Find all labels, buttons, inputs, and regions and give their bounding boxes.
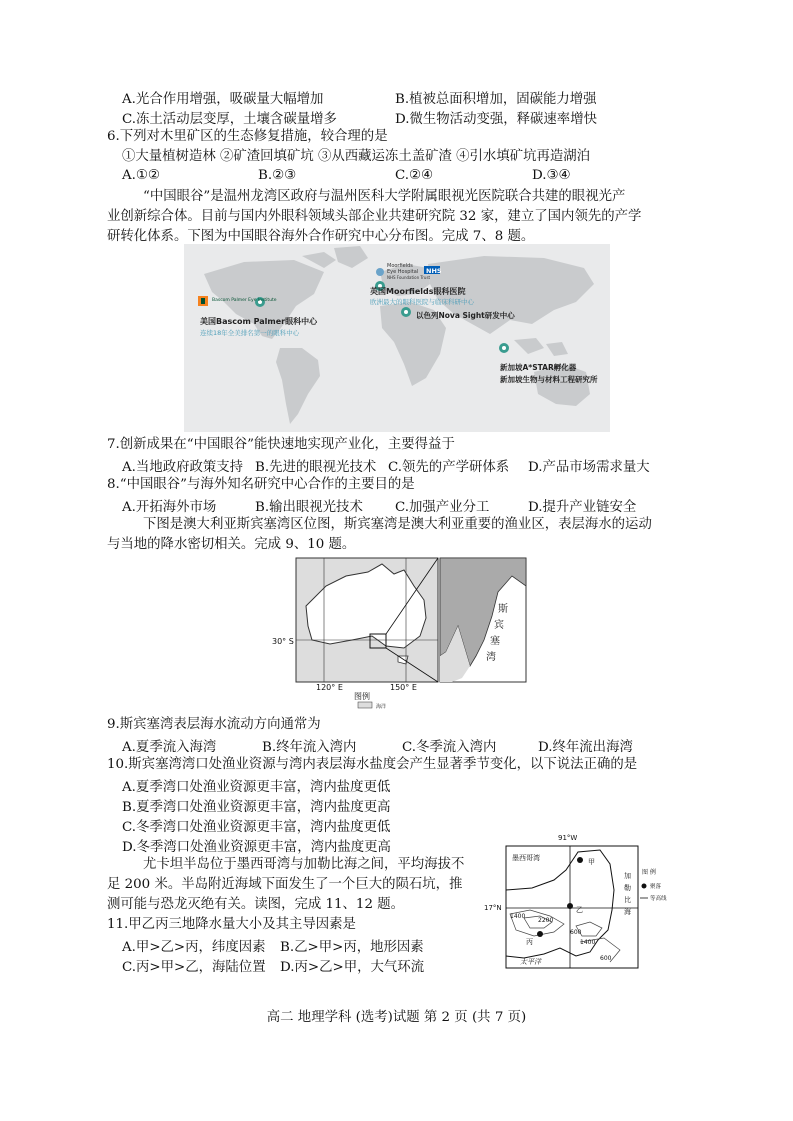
passage-yuc-line2: 足 200 米。半岛附近海域下面发生了一个巨大的陨石坑，推 bbox=[107, 877, 463, 892]
q7-option-c: C.领先的产学研体系 bbox=[388, 460, 510, 475]
bing-label: 丙 bbox=[526, 938, 533, 946]
q5-option-c: C.冻土活动层变厚，土壤含碳量增多 bbox=[122, 112, 337, 127]
world-map-figure bbox=[184, 244, 610, 432]
q10-stem: 10.斯宾塞湾湾口处渔业资源与湾内表层海水盐度会产生显著季节变化，以下说法正确的是 bbox=[107, 757, 638, 772]
q9-option-d: D.终年流出海湾 bbox=[538, 740, 633, 755]
moorfields-name: 英国Moorfields眼科医院 bbox=[370, 287, 466, 296]
q6-option-c: C.②④ bbox=[395, 168, 434, 183]
passage-eye-line2: 业创新综合体。目前与国内外眼科领域头部企业共建研究院 32 家，建立了国内领先的产学 bbox=[107, 209, 642, 224]
nhs-logo: NHS bbox=[426, 267, 442, 275]
contour-label-2: 2200 bbox=[538, 917, 554, 924]
q10-option-d: D.冬季湾口处渔业资源更丰富，湾内盐度更高 bbox=[122, 840, 391, 855]
passage-bay-line1: 下图是澳大利亚斯宾塞湾区位图，斯宾塞湾是澳大利亚重要的渔业区，表层海水的运动 bbox=[143, 517, 652, 532]
q6-stem: 6.下列对木里矿区的生态修复措施，较合理的是 bbox=[107, 129, 388, 144]
q5-option-d: D.微生物活动变强，释碳速率增快 bbox=[395, 112, 597, 127]
lat-17n-label: 17°N bbox=[484, 904, 502, 912]
q8-stem: 8.“中国眼谷”与海外知名研究中心合作的主要目的是 bbox=[107, 477, 415, 492]
yuc-legend-title: 图 例 bbox=[642, 869, 656, 876]
q9-option-c: C.冬季流入湾内 bbox=[402, 740, 497, 755]
q11-option-d: D.丙>乙>甲，大气环流 bbox=[280, 960, 425, 975]
q7-option-b: B.先进的眼视光技术 bbox=[255, 460, 377, 475]
caribbean-char-4: 海 bbox=[624, 908, 631, 916]
contour-label-4: 1400 bbox=[580, 939, 596, 946]
israel-center-name: 以色列Nova Sight研发中心 bbox=[416, 311, 515, 320]
q7-option-d: D.产品市场需求量大 bbox=[528, 460, 650, 475]
passage-bay-line2: 与当地的降水密切相关。完成 9、10 题。 bbox=[107, 537, 356, 552]
q9-stem: 9.斯宾塞湾表层海水流动方向通常为 bbox=[107, 717, 321, 732]
yucatan-map-figure bbox=[480, 830, 666, 972]
gulf-label: 墨西哥湾 bbox=[512, 854, 540, 862]
moorfields-logo-2: Eye Hospital bbox=[387, 269, 419, 275]
caribbean-char-3: 比 bbox=[624, 896, 631, 904]
bay-char-1: 斯 bbox=[498, 604, 508, 615]
q11-option-b: B.乙>甲>丙，地形因素 bbox=[280, 940, 424, 955]
bascom-logo-text: Bascom Palmer Eye Institute bbox=[212, 298, 277, 303]
page-footer: 高二 地理学科 (选考)试题 第 2 页 (共 7 页) bbox=[266, 1010, 527, 1025]
miami-center-name: 美国Bascom Palmer眼科中心 bbox=[200, 317, 318, 326]
contour-label-1: 1400 bbox=[510, 913, 526, 920]
passage-eye-line1: “中国眼谷”是温州龙湾区政府与温州医科大学附属眼视光医院联合共建的眼视光产 bbox=[143, 189, 626, 204]
q5-option-b: B.植被总面积增加，固碳能力增强 bbox=[395, 92, 597, 107]
moorfields-logo-3: NHS Foundation Trust bbox=[387, 275, 431, 280]
q10-option-c: C.冬季湾口处渔业资源更丰富，湾内盐度更低 bbox=[122, 820, 391, 835]
q8-option-d: D.提升产业链安全 bbox=[528, 500, 637, 515]
passage-yuc-line3: 测可能与恐龙灭绝有关。读图，完成 11、12 题。 bbox=[107, 897, 405, 912]
legend-town-label: 聚落 bbox=[650, 884, 662, 890]
q6-option-b: B.②③ bbox=[258, 168, 297, 183]
bay-char-3: 塞 bbox=[490, 636, 500, 647]
australia-map-figure bbox=[272, 556, 528, 710]
q11-option-a: A.甲>乙>丙，纬度因素 bbox=[122, 940, 266, 955]
yi-label: 乙 bbox=[576, 906, 583, 914]
moorfields-logo-1: Moorfields bbox=[387, 263, 413, 269]
q8-option-b: B.输出眼视光技术 bbox=[255, 500, 363, 515]
caribbean-char-2: 勒 bbox=[624, 884, 631, 892]
singapore-name-2: 新加坡生物与材料工程研究所 bbox=[500, 375, 598, 384]
q9-option-b: B.终年流入湾内 bbox=[262, 740, 357, 755]
q7-option-a: A.当地政府政策支持 bbox=[122, 460, 244, 475]
lon-120e-label: 120° E bbox=[316, 683, 343, 692]
contour-label-3: 600 bbox=[570, 929, 582, 936]
q6-option-a: A.①② bbox=[122, 168, 160, 183]
q11-stem: 11.甲乙丙三地降水量大小及其主导因素是 bbox=[107, 917, 356, 932]
caribbean-char-1: 加 bbox=[624, 872, 631, 880]
legend-title: 图例 bbox=[354, 692, 370, 701]
q10-option-a: A.夏季湾口处渔业资源更丰富，湾内盐度更低 bbox=[122, 780, 391, 795]
q6-option-d: D.③④ bbox=[532, 168, 571, 183]
passage-eye-line3: 研转化体系。下图为中国眼谷海外合作研究中心分布图。完成 7、8 题。 bbox=[107, 229, 535, 244]
q9-option-a: A.夏季流入海湾 bbox=[122, 740, 217, 755]
q8-option-a: A.开拓海外市场 bbox=[122, 500, 217, 515]
q6-measures: ①大量植树造林 ②矿渣回填矿坑 ③从西藏运冻土盖矿渣 ④引水填矿坑再造湖泊 bbox=[122, 149, 591, 164]
singapore-name-1: 新加坡A*STAR孵化器 bbox=[500, 363, 577, 372]
q7-stem: 7.创新成果在“中国眼谷”能快速地实现产业化，主要得益于 bbox=[107, 437, 455, 452]
lon-150e-label: 150° E bbox=[390, 683, 417, 692]
legend-ocean-label: 海洋 bbox=[376, 704, 387, 710]
pacific-label: 太平洋 bbox=[520, 958, 541, 966]
contour-label-5: 600 bbox=[600, 955, 612, 962]
bay-char-2: 宾 bbox=[494, 620, 504, 631]
miami-center-desc: 连续18年全美排名第一的眼科中心 bbox=[200, 329, 300, 337]
q10-option-b: B.夏季湾口处渔业资源更丰富，湾内盐度更高 bbox=[122, 800, 391, 815]
bay-char-4: 湾 bbox=[486, 652, 496, 663]
q11-option-c: C.丙>甲>乙，海陆位置 bbox=[122, 960, 266, 975]
passage-yuc-line1: 尤卡坦半岛位于墨西哥湾与加勒比海之间，平均海拔不 bbox=[143, 857, 465, 872]
q5-option-a: A.光合作用增强，吸碳量大幅增加 bbox=[122, 92, 324, 107]
moorfields-desc: 欧洲最大的眼科医院与临床科研中心 bbox=[370, 298, 474, 306]
jia-label: 甲 bbox=[588, 858, 595, 866]
lon-91w-label: 91°W bbox=[558, 834, 578, 842]
q8-option-c: C.加强产业分工 bbox=[395, 500, 490, 515]
legend-contour-label: 等高线 bbox=[650, 896, 667, 902]
lat-30s-label: 30° S bbox=[272, 637, 294, 646]
